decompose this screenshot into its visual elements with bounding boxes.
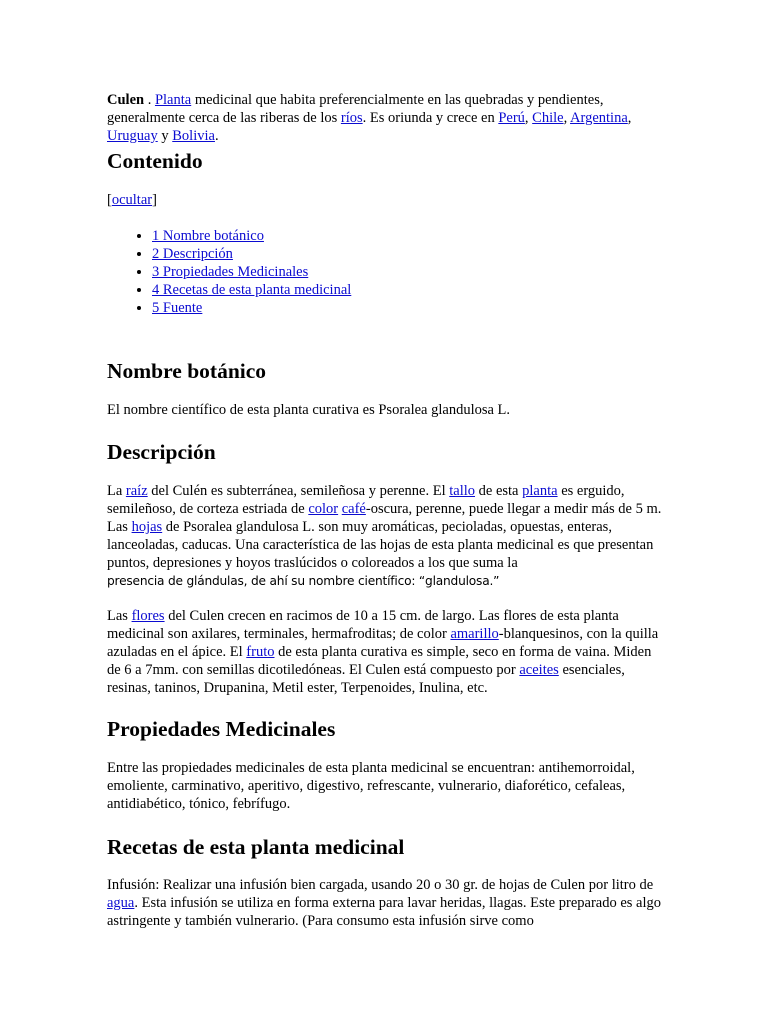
- heading-recetas: Recetas de esta planta medicinal: [107, 835, 405, 859]
- body-text: La: [107, 483, 126, 499]
- body-text: es erguido, semileñoso, de corteza estriada de: [107, 483, 625, 517]
- descripcion-paragraph-1: [107, 483, 667, 590]
- heading-nombre: Nombre botánico: [107, 359, 267, 383]
- propiedades-paragraph: Entre las propiedades medicinales de esta planta medicinal se encuentran: antihemorroidal, emoliente, carminativo, aperitivo, digestivo, refrescante, vulnerario, diaforético, cefaleas, antidiabético, tónico, febrífugo.: [107, 760, 635, 812]
- intro-text: ,: [563, 109, 571, 126]
- intro-text: ,: [627, 109, 632, 126]
- link-planta-2[interactable]: planta: [522, 483, 558, 499]
- toc-toggle: [107, 192, 667, 210]
- link-planta[interactable]: Planta: [154, 92, 192, 108]
- toc-item: [152, 300, 351, 318]
- article-term: Culen: [107, 92, 145, 108]
- body-text: de Psoralea glandulosa L. son muy aromáticas, pecioladas, opuestas, enteras, lanceoladas, caducas. Una característica de las hojas de esta planta medicinal es que presentan puntos, depresiones y hoyos traslúcidos o coloreados a los que suma la: [107, 518, 654, 571]
- toc-list: [107, 228, 351, 318]
- link-bolivia[interactable]: Bolivia: [172, 127, 215, 144]
- link-chile[interactable]: Chile: [532, 109, 564, 126]
- heading-descripcion: Descripción: [107, 440, 216, 464]
- link-fruto[interactable]: fruto: [246, 643, 275, 660]
- descripcion-paragraph-2: [107, 608, 667, 698]
- body-text: de esta planta curativa es simple, seco en forma de vaina. Miden de 6 a 7mm. con semillas dicotiledóneas. El Culen está compuesto por: [107, 643, 652, 678]
- link-aceites[interactable]: aceites: [519, 661, 559, 678]
- intro-text: .: [214, 127, 219, 144]
- link-color[interactable]: color: [308, 500, 339, 517]
- link-hojas[interactable]: hojas: [131, 518, 163, 535]
- body-text: -blanquesinos, con la quilla azuladas en el ápice. El: [107, 625, 659, 660]
- body-text: de esta: [475, 483, 523, 499]
- link-argentina[interactable]: Argentina: [570, 109, 628, 126]
- body-text: esenciales, resinas, taninos, Drupanina, Metil ester, Terpenoides, Inulina, etc.: [107, 661, 625, 696]
- toc-heading: Contenido: [107, 149, 203, 173]
- toc-item: [152, 228, 351, 246]
- body-text: . Esta infusión se utiliza en forma externa para lavar heridas, llagas. Este preparado es algo astringente y también vulnerario. (Para consumo esta infusión sirve como: [107, 894, 661, 929]
- body-text: presencia de glándulas, de ahí su nombre científico: “glandulosa.”: [107, 573, 500, 588]
- nombre-paragraph: El nombre científico de esta planta curativa es Psoralea glandulosa L.: [107, 402, 511, 418]
- toc-hide-link[interactable]: ocultar: [111, 192, 153, 208]
- toc-link-fuente[interactable]: 5 Fuente: [152, 299, 203, 316]
- link-tallo[interactable]: tallo: [449, 483, 476, 499]
- bracket: ]: [152, 192, 157, 208]
- body-text: -oscura, perenne, puede llegar a medir más de 5 m. Las: [107, 500, 662, 535]
- intro-text: y: [157, 127, 173, 144]
- toc-link-propiedades[interactable]: 3 Propiedades Medicinales: [152, 263, 309, 280]
- toc-item: [152, 264, 351, 282]
- toc-link-recetas[interactable]: 4 Recetas de esta planta medicinal: [152, 281, 352, 298]
- link-uruguay[interactable]: Uruguay: [107, 127, 158, 144]
- heading-propiedades: Propiedades Medicinales: [107, 717, 336, 741]
- link-cafe[interactable]: café: [341, 500, 366, 517]
- link-raiz[interactable]: raíz: [125, 483, 148, 499]
- recetas-paragraph: [107, 877, 667, 931]
- bracket: [: [107, 192, 112, 208]
- body-text: del Culén es subterránea, semileñosa y perenne. El: [147, 483, 450, 499]
- intro-paragraph: [107, 92, 667, 146]
- intro-text: . Es oriunda y crece en: [362, 109, 499, 126]
- body-text: Infusión: Realizar una infusión bien cargada, usando 20 o 30 gr. de hojas de Culen por litro de: [107, 877, 654, 893]
- link-amarillo[interactable]: amarillo: [450, 625, 499, 642]
- body-text: Las: [107, 608, 132, 624]
- toc-link-nombre[interactable]: 1 Nombre botánico: [152, 228, 264, 244]
- intro-text: medicinal que habita preferencialmente en las quebradas y pendientes, generalmente cerca de las riberas de los: [107, 92, 604, 126]
- toc-item: [152, 246, 351, 264]
- toc-item: [152, 282, 351, 300]
- link-rios[interactable]: ríos: [340, 109, 363, 126]
- body-text: del Culen crecen en racimos de 10 a 15 cm. de largo. Las flores de esta planta medicinal son axilares, terminales, hermafroditas; de color: [107, 608, 619, 642]
- intro-text: ,: [524, 109, 533, 126]
- link-flores[interactable]: flores: [131, 608, 165, 624]
- link-agua[interactable]: agua: [107, 894, 135, 911]
- intro-text: .: [144, 92, 155, 108]
- link-peru[interactable]: Perú: [498, 109, 525, 126]
- toc-link-descripcion[interactable]: 2 Descripción: [152, 245, 233, 262]
